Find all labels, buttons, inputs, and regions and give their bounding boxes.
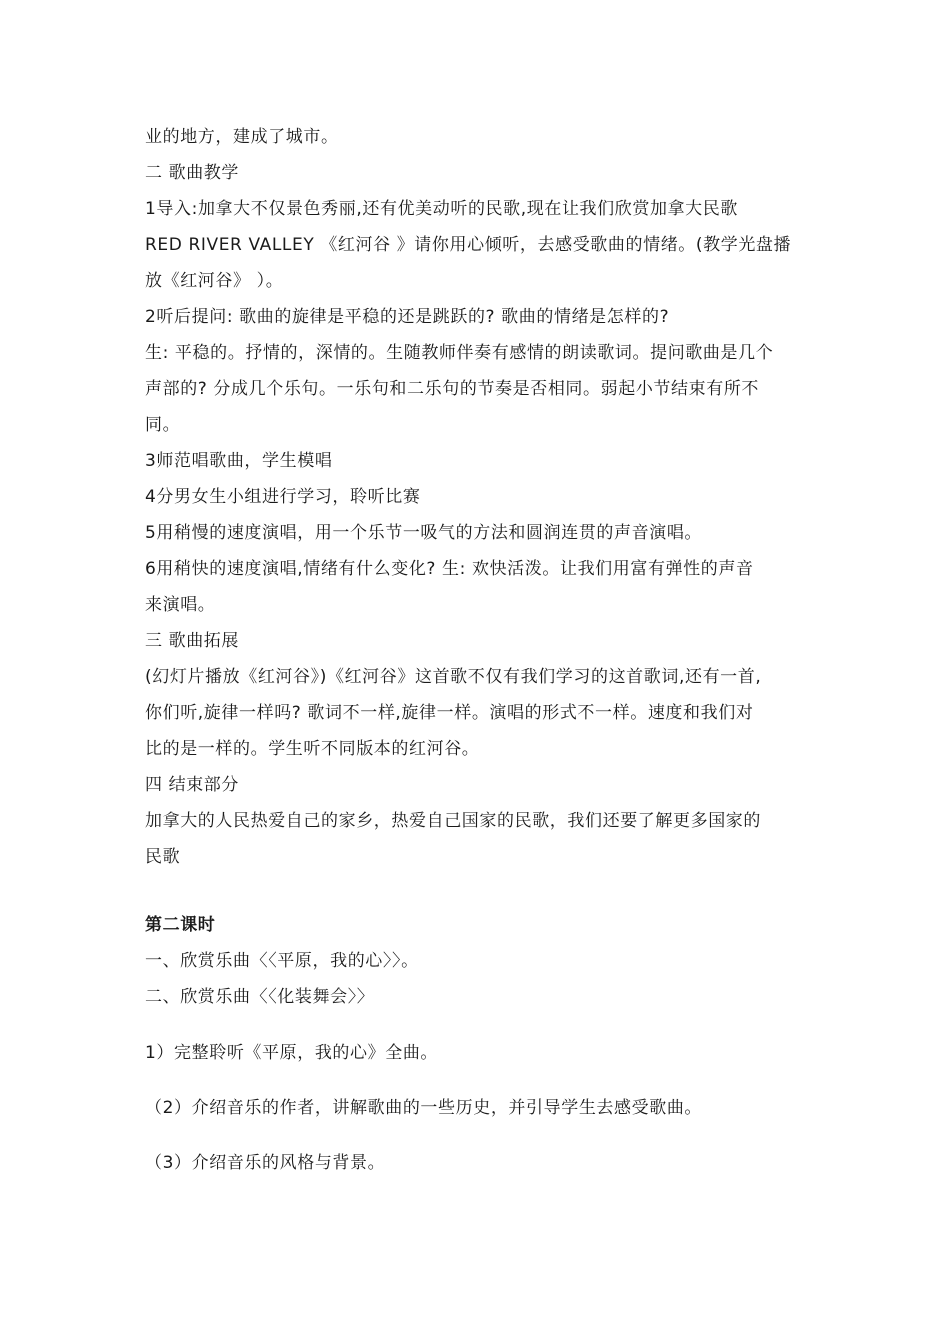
- lesson-line-2: 二、欣赏乐曲〈〈化装舞会〉〉: [145, 987, 375, 1007]
- text-line-3: 1导入:加拿大不仅景色秀丽,还有优美动听的民歌,现在让我们欣赏加拿大民歌: [145, 199, 738, 219]
- text-line-10: 3师范唱歌曲，学生模唱: [145, 451, 333, 471]
- heading-song-extension: 三 歌曲拓展: [145, 631, 240, 651]
- lesson-line-3: 1）完整聆听《平原，我的心》全曲。: [145, 1043, 439, 1063]
- section-title: 第二课时: [145, 915, 216, 935]
- lesson-line-4: （2）介绍音乐的作者，讲解歌曲的一些历史，并引导学生去感受歌曲。: [145, 1098, 703, 1118]
- text-line-6: 2听后提问: 歌曲的旋律是平稳的还是跳跃的? 歌曲的情绪是怎样的?: [145, 307, 670, 327]
- text-line-11: 4分男女生小组进行学习，聆听比赛: [145, 487, 421, 507]
- text-line-9: 同。: [145, 415, 181, 435]
- text-line-8: 声部的? 分成几个乐句。一乐句和二乐句的节奏是否相同。弱起小节结束有所不: [145, 379, 760, 399]
- lesson-line-1: 一、欣赏乐曲〈〈平原，我的心〉〉。: [145, 951, 419, 971]
- text-line-13: 6用稍快的速度演唱,情绪有什么变化? 生: 欢快活泼。让我们用富有弹性的声音: [145, 559, 754, 579]
- heading-ending: 四 结束部分: [145, 775, 240, 795]
- text-line-12: 5用稍慢的速度演唱，用一个乐节一吸气的方法和圆润连贯的声音演唱。: [145, 523, 703, 543]
- text-line-16: (幻灯片播放《红河谷》)《红河谷》这首歌不仅有我们学习的这首歌词,还有一首,: [145, 667, 762, 687]
- text-line-14: 来演唱。: [145, 595, 216, 615]
- lesson-line-5: （3）介绍音乐的风格与背景。: [145, 1153, 386, 1173]
- text-line-7: 生: 平稳的。抒情的，深情的。生随教师伴奏有感情的朗读歌词。提问歌曲是几个: [145, 343, 774, 363]
- text-line-1: 业的地方，建成了城市。: [145, 127, 339, 147]
- heading-song-teaching: 二 歌曲教学: [145, 163, 240, 183]
- text-line-21: 民歌: [145, 847, 181, 867]
- text-line-17: 你们听,旋律一样吗? 歌词不一样,旋律一样。演唱的形式不一样。速度和我们对: [145, 703, 754, 723]
- text-line-18: 比的是一样的。学生听不同版本的红河谷。: [145, 739, 480, 759]
- text-line-4: RED RIVER VALLEY 《红河谷 》请你用心倾听，去感受歌曲的情绪。(教学光盘播: [145, 235, 792, 255]
- text-line-5: 放《红河谷》 ）。: [145, 271, 284, 291]
- text-line-20: 加拿大的人民热爱自己的家乡，热爱自己国家的民歌，我们还要了解更多国家的: [145, 811, 761, 831]
